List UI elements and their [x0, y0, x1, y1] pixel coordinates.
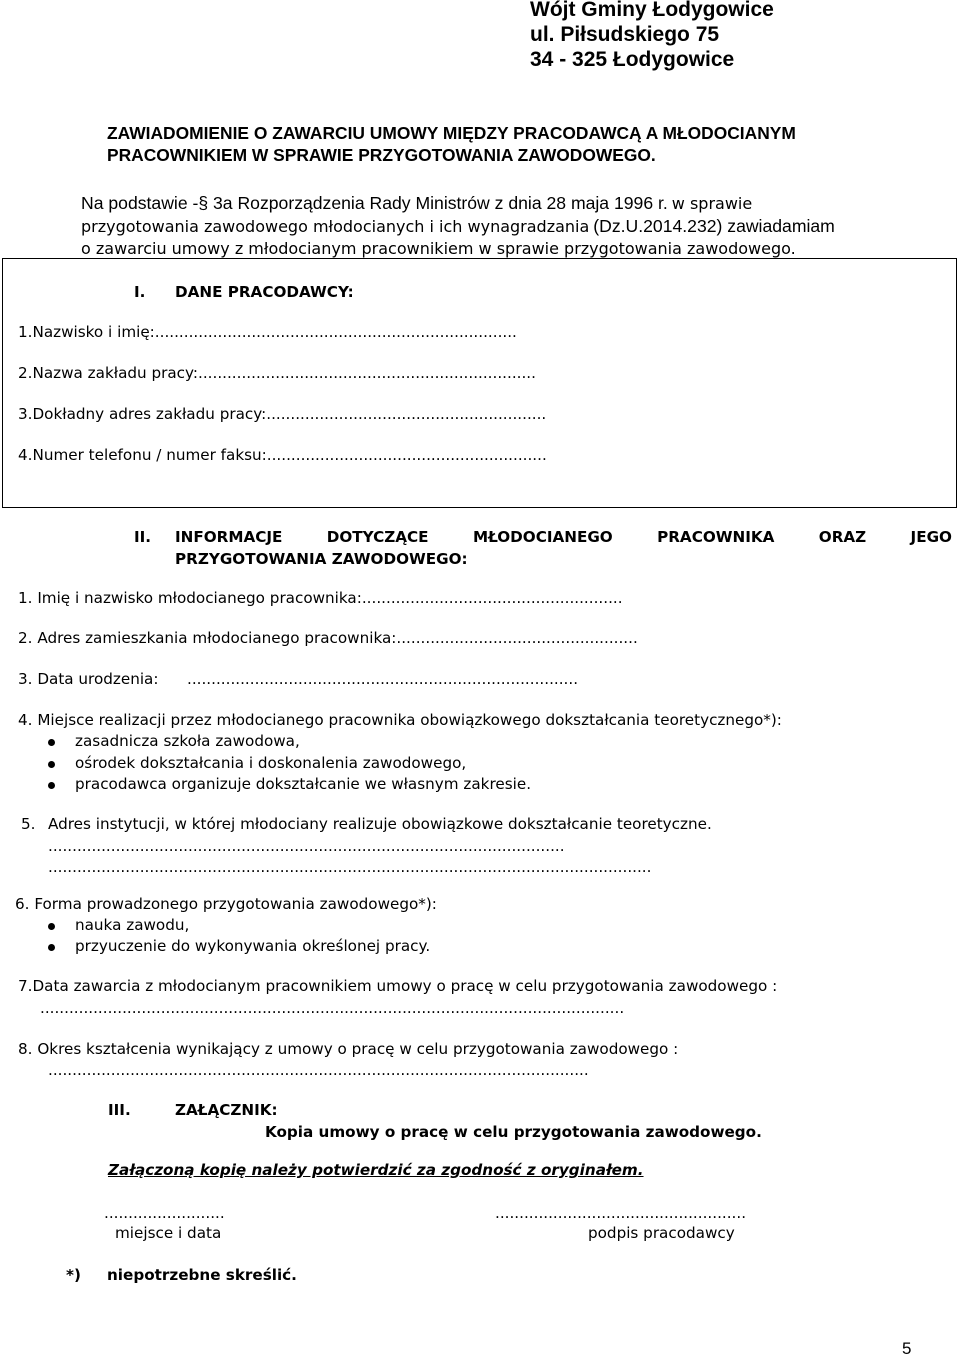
bullet-icon — [48, 782, 55, 789]
training-place-question: 4. Miejsce realizacji przez młodocianego pracownika obowiązkowego dokształcania teoretycznego*): — [18, 711, 782, 729]
training-form-question: 6. Forma prowadzonego przygotowania zawodowego*): — [15, 895, 437, 913]
birth-date-label: 3. Data urodzenia: — [18, 670, 159, 688]
option-vocational-learning[interactable]: nauka zawodu, — [75, 916, 190, 934]
option-job-training[interactable]: przyuczenie do wykonywania określonej pracy. — [75, 937, 431, 955]
attachment-description: Kopia umowy o pracę w celu przygotowania zawodowego. — [265, 1123, 762, 1141]
employer-signature-field[interactable]: .................................................... — [495, 1204, 747, 1222]
workplace-name-field[interactable]: 2.Nazwa zakładu pracy:...................................................................... — [18, 364, 536, 382]
option-vocational-school[interactable]: zasadnicza szkoła zawodowa, — [75, 732, 300, 750]
address-city: 34 - 325 Łodygowice — [530, 48, 735, 71]
place-date-field[interactable]: ......................... — [104, 1204, 225, 1222]
section-1-heading: DANE PRACODAWCY: — [175, 283, 354, 301]
section-3-numeral: III. — [108, 1101, 131, 1119]
section-1-numeral: I. — [134, 283, 146, 301]
section-2-numeral: II. — [134, 528, 152, 546]
addressee: Wójt Gminy Łodygowice — [530, 0, 774, 21]
intro-line3: o zawarciu umowy z młodocianym pracownikiem w sprawie przygotowania zawodowego. — [81, 239, 796, 258]
institution-address-field-2[interactable]: ............................................................................................................................. — [48, 858, 652, 876]
footnote-text: niepotrzebne skreślić. — [107, 1266, 297, 1284]
workplace-address-field[interactable]: 3.Dokładny adres zakładu pracy:.......................................................... — [18, 405, 547, 423]
institution-address-field-1[interactable]: ........................................................................................................... — [48, 837, 565, 855]
address-street: ul. Piłsudskiego 75 — [530, 23, 720, 46]
contract-date-field[interactable]: ......................................................................................................................... — [40, 999, 625, 1017]
place-date-label: miejsce i data — [115, 1224, 222, 1242]
bullet-icon — [48, 761, 55, 768]
intro-line1: Na podstawie -§ 3a Rozporządzenia Rady Ministrów z dnia 28 maja 1996 r. w sprawie — [81, 193, 753, 213]
training-period-field[interactable]: ................................................................................................................ — [48, 1061, 589, 1079]
apprentice-address-field[interactable]: 2. Adres zamieszkania młodocianego pracownika:.................................................. — [18, 629, 638, 647]
document-title-line2: PRACOWNIKIEM W SPRAWIE PRZYGOTOWANIA ZAWODOWEGO. — [107, 145, 656, 165]
section-2-heading-line2: PRZYGOTOWANIA ZAWODOWEGO: — [175, 550, 468, 568]
bullet-icon — [48, 739, 55, 746]
training-period-question: 8. Okres kształcenia wynikający z umowy o pracę w celu przygotowania zawodowego : — [18, 1040, 679, 1058]
contract-date-question: 7.Data zawarcia z młodocianym pracownikiem umowy o pracę w celu przygotowania zawodowego : — [18, 977, 778, 995]
institution-address-question: Adres instytucji, w której młodociany realizuje obowiązkowe dokształcanie teoretyczne. — [48, 815, 712, 833]
section-3-heading: ZAŁĄCZNIK: — [175, 1101, 278, 1119]
employer-name-field[interactable]: 1.Nazwisko i imię:........................................................................... — [18, 323, 517, 341]
apprentice-name-field[interactable]: 1. Imię i nazwisko młodocianego pracownika:...................................................... — [18, 589, 623, 607]
page-number: 5 — [902, 1339, 912, 1358]
birth-date-field[interactable]: ................................................................................. — [187, 670, 579, 688]
document-title-line1: ZAWIADOMIENIE O ZAWARCIU UMOWY MIĘDZY PRACODAWCĄ A MŁODOCIANYM — [107, 123, 796, 143]
footnote-mark: *) — [66, 1266, 81, 1284]
item-5-number: 5. — [21, 815, 36, 833]
attachment-note: Załączoną kopię należy potwierdzić za zgodność z oryginałem. — [108, 1161, 644, 1179]
bullet-icon — [48, 923, 55, 930]
employer-signature-label: podpis pracodawcy — [588, 1224, 735, 1242]
bullet-icon — [48, 944, 55, 951]
option-employer-training[interactable]: pracodawca organizuje dokształcanie we własnym zakresie. — [75, 775, 532, 793]
section-2-heading: INFORMACJE DOTYCZĄCE MŁODOCIANEGO PRACOWNIKA ORAZ JEGO — [175, 528, 952, 546]
phone-fax-field[interactable]: 4.Numer telefonu / numer faksu:.......................................................... — [18, 446, 547, 464]
option-training-center[interactable]: ośrodek dokształcania i doskonalenia zawodowego, — [75, 754, 467, 772]
intro-line2: przygotowania zawodowego młodocianych i ich wynagradzania (Dz.U.2014.232) zawiadamiam — [81, 216, 835, 236]
